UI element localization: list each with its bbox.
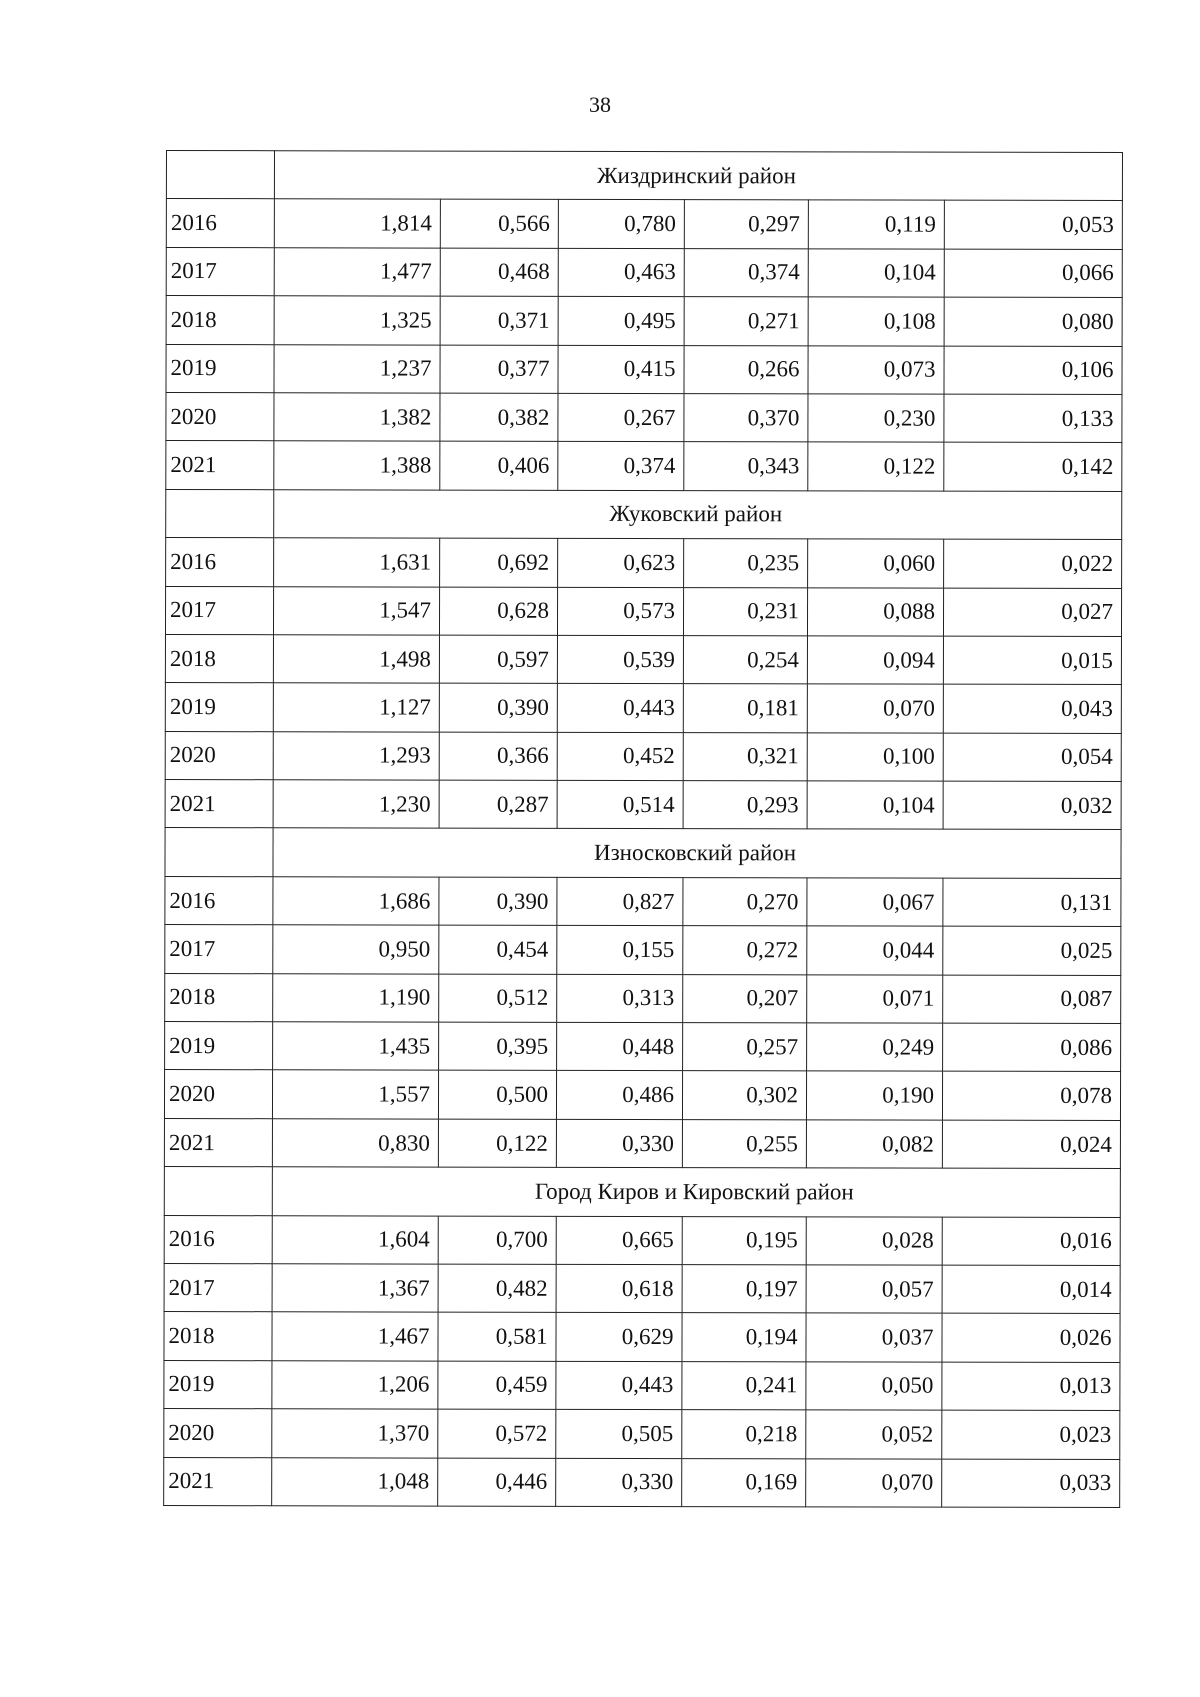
- value-cell: 0,463: [558, 248, 684, 297]
- value-cell: 0,037: [806, 1313, 942, 1362]
- value-cell: 1,237: [274, 344, 440, 393]
- value-cell: 0,027: [943, 588, 1121, 637]
- value-cell: 0,087: [943, 975, 1121, 1024]
- table-row: [165, 634, 1121, 684]
- value-cell: 0,025: [943, 926, 1121, 975]
- year-cell: 2019: [165, 683, 273, 732]
- value-cell: 0,330: [556, 1119, 682, 1168]
- section-title: Износковский район: [273, 828, 1121, 878]
- value-cell: 0,088: [807, 587, 943, 636]
- section-title: Жиздринский район: [274, 151, 1122, 201]
- value-cell: 1,127: [273, 683, 439, 732]
- value-cell: 0,104: [807, 781, 943, 830]
- year-cell: 2020: [165, 731, 273, 780]
- value-cell: 0,249: [807, 1023, 943, 1072]
- table-row: [165, 973, 1121, 1023]
- table-row: [164, 1409, 1120, 1459]
- value-cell: 0,692: [440, 538, 558, 587]
- value-cell: 0,343: [684, 442, 808, 491]
- value-cell: 0,231: [683, 587, 807, 636]
- year-cell: 2020: [166, 392, 274, 441]
- value-cell: 0,443: [556, 1361, 682, 1410]
- value-cell: 0,241: [682, 1361, 806, 1410]
- value-cell: 1,631: [274, 538, 440, 587]
- value-cell: 0,382: [440, 393, 558, 442]
- value-cell: 0,293: [683, 781, 807, 830]
- table-row: [164, 1070, 1120, 1120]
- value-cell: 0,133: [944, 394, 1122, 443]
- value-cell: 0,374: [558, 442, 684, 491]
- year-cell: 2018: [165, 973, 273, 1022]
- table-row: [165, 683, 1121, 733]
- value-cell: 0,628: [439, 587, 557, 636]
- value-cell: 0,122: [438, 1119, 556, 1168]
- value-cell: 1,325: [274, 296, 440, 345]
- value-cell: 0,033: [942, 1459, 1120, 1508]
- value-cell: 1,477: [274, 248, 440, 297]
- value-cell: 0,830: [272, 1119, 438, 1168]
- table-row: [166, 441, 1122, 491]
- year-cell: 2017: [166, 247, 274, 296]
- section-title: Жуковский район: [274, 489, 1122, 539]
- value-cell: 0,194: [682, 1313, 806, 1362]
- section-header-row: [166, 151, 1122, 201]
- value-cell: 0,500: [438, 1070, 556, 1119]
- value-cell: 0,086: [943, 1023, 1121, 1072]
- page-number: 38: [589, 92, 611, 117]
- value-cell: 0,050: [806, 1362, 942, 1411]
- value-cell: 0,482: [438, 1264, 556, 1313]
- year-cell: 2020: [164, 1070, 272, 1119]
- value-cell: 0,566: [440, 199, 558, 248]
- value-cell: 1,686: [273, 877, 439, 926]
- year-cell: 2019: [165, 1022, 273, 1071]
- data-table: [163, 150, 1123, 1508]
- year-cell: 2018: [166, 296, 274, 345]
- value-cell: 0,271: [684, 297, 808, 346]
- value-cell: 0,106: [944, 346, 1122, 395]
- value-cell: 0,015: [943, 636, 1121, 685]
- value-cell: 0,071: [807, 974, 943, 1023]
- value-cell: 0,108: [808, 297, 944, 346]
- value-cell: 0,070: [807, 684, 943, 733]
- value-cell: 0,014: [942, 1265, 1120, 1314]
- year-cell: 2019: [166, 344, 274, 393]
- value-cell: 0,207: [683, 974, 807, 1023]
- year-cell: 2016: [165, 876, 273, 925]
- value-cell: 0,377: [440, 345, 558, 394]
- value-cell: 0,024: [942, 1120, 1120, 1169]
- table-row: [166, 247, 1122, 297]
- section-header-row: [166, 489, 1122, 539]
- value-cell: 1,498: [273, 635, 439, 684]
- value-cell: 0,366: [439, 732, 557, 781]
- value-cell: 0,197: [682, 1265, 806, 1314]
- value-cell: 0,060: [808, 539, 944, 588]
- value-cell: 0,067: [807, 878, 943, 927]
- value-cell: 0,131: [943, 878, 1121, 927]
- value-cell: 0,780: [558, 200, 684, 249]
- value-cell: 0,190: [806, 1071, 942, 1120]
- value-cell: 0,573: [557, 587, 683, 636]
- value-cell: 1,467: [272, 1312, 438, 1361]
- table-row: [166, 199, 1122, 249]
- value-cell: 0,618: [556, 1264, 682, 1313]
- year-cell: 2021: [165, 780, 273, 829]
- value-cell: 0,073: [808, 345, 944, 394]
- year-cell: 2021: [164, 1457, 272, 1506]
- value-cell: 0,597: [439, 635, 557, 684]
- value-cell: 0,104: [808, 249, 944, 298]
- value-cell: 1,435: [273, 1022, 439, 1071]
- section-header-empty-cell: [165, 828, 273, 877]
- value-cell: 0,266: [684, 345, 808, 394]
- value-cell: 0,100: [807, 733, 943, 782]
- table-row: [164, 1118, 1120, 1168]
- year-cell: 2016: [164, 1215, 272, 1264]
- value-cell: 0,539: [557, 635, 683, 684]
- value-cell: 1,048: [272, 1457, 438, 1506]
- value-cell: 0,390: [439, 877, 557, 926]
- value-cell: 1,370: [272, 1409, 438, 1458]
- section-header-empty-cell: [164, 1167, 272, 1216]
- table-row: [164, 1312, 1120, 1362]
- value-cell: 0,026: [942, 1314, 1120, 1363]
- table-row: [165, 731, 1121, 781]
- value-cell: 0,443: [557, 684, 683, 733]
- year-cell: 2021: [166, 441, 274, 490]
- value-cell: 0,257: [683, 1023, 807, 1072]
- value-cell: 0,512: [439, 974, 557, 1023]
- table-row: [165, 876, 1121, 926]
- value-cell: 1,382: [274, 393, 440, 442]
- value-cell: 0,415: [558, 345, 684, 394]
- value-cell: 0,066: [944, 249, 1122, 298]
- value-cell: 0,230: [808, 394, 944, 443]
- value-cell: 0,255: [682, 1119, 806, 1168]
- value-cell: 0,374: [684, 248, 808, 297]
- year-cell: 2018: [165, 634, 273, 683]
- value-cell: 0,254: [683, 635, 807, 684]
- value-cell: 0,028: [806, 1216, 942, 1265]
- value-cell: 0,370: [684, 394, 808, 443]
- value-cell: 1,206: [272, 1360, 438, 1409]
- value-cell: 0,052: [806, 1410, 942, 1459]
- value-cell: 0,468: [440, 248, 558, 297]
- value-cell: 0,321: [683, 732, 807, 781]
- value-cell: 0,142: [944, 442, 1122, 491]
- year-cell: 2020: [164, 1409, 272, 1458]
- value-cell: 1,814: [274, 199, 440, 248]
- value-cell: 0,169: [682, 1458, 806, 1507]
- table-row: [164, 1215, 1120, 1265]
- value-cell: 1,388: [274, 441, 440, 490]
- value-cell: 0,057: [806, 1265, 942, 1314]
- value-cell: 0,313: [557, 974, 683, 1023]
- value-cell: 0,119: [808, 200, 944, 249]
- value-cell: 0,270: [683, 877, 807, 926]
- value-cell: 0,218: [682, 1410, 806, 1459]
- value-cell: 0,454: [439, 925, 557, 974]
- section-header-empty-cell: [166, 151, 274, 200]
- section-header-row: [164, 1167, 1120, 1217]
- table-row: [164, 1360, 1120, 1410]
- value-cell: 0,235: [684, 539, 808, 588]
- value-cell: 0,452: [557, 732, 683, 781]
- value-cell: 0,572: [438, 1409, 556, 1458]
- value-cell: 0,181: [683, 684, 807, 733]
- value-cell: 0,272: [683, 926, 807, 975]
- value-cell: 0,629: [556, 1313, 682, 1362]
- value-cell: 0,514: [557, 780, 683, 829]
- table-row: [165, 925, 1121, 975]
- table-row: [165, 586, 1121, 636]
- table-body: [164, 151, 1123, 1508]
- value-cell: 0,080: [944, 297, 1122, 346]
- year-cell: 2016: [166, 538, 274, 587]
- table-row: [165, 780, 1121, 830]
- value-cell: 0,446: [438, 1458, 556, 1507]
- value-cell: 1,557: [272, 1070, 438, 1119]
- value-cell: 0,297: [684, 200, 808, 249]
- value-cell: 0,013: [942, 1362, 1120, 1411]
- value-cell: 0,078: [942, 1072, 1120, 1121]
- value-cell: 0,043: [943, 684, 1121, 733]
- year-cell: 2016: [166, 199, 274, 248]
- value-cell: 0,406: [440, 441, 558, 490]
- table-row: [164, 1457, 1120, 1507]
- value-cell: 0,023: [942, 1410, 1120, 1459]
- value-cell: 0,827: [557, 877, 683, 926]
- table-row: [166, 538, 1122, 588]
- value-cell: 1,367: [272, 1264, 438, 1313]
- value-cell: 0,022: [944, 539, 1122, 588]
- value-cell: 1,293: [273, 731, 439, 780]
- value-cell: 0,267: [558, 393, 684, 442]
- year-cell: 2017: [164, 1263, 272, 1312]
- year-cell: 2019: [164, 1360, 272, 1409]
- value-cell: 0,448: [557, 1022, 683, 1071]
- value-cell: 0,082: [806, 1120, 942, 1169]
- value-cell: 1,547: [273, 586, 439, 635]
- value-cell: 0,054: [943, 733, 1121, 782]
- value-cell: 0,390: [439, 683, 557, 732]
- table-row: [166, 344, 1122, 394]
- section-header-empty-cell: [166, 489, 274, 538]
- value-cell: 0,044: [807, 926, 943, 975]
- table-row: [165, 1022, 1121, 1072]
- value-cell: 0,700: [438, 1216, 556, 1265]
- value-cell: 0,302: [682, 1071, 806, 1120]
- value-cell: 0,016: [942, 1217, 1120, 1266]
- value-cell: 0,122: [808, 442, 944, 491]
- value-cell: 0,053: [944, 201, 1122, 250]
- value-cell: 0,495: [558, 296, 684, 345]
- value-cell: 0,032: [943, 781, 1121, 830]
- value-cell: 0,330: [556, 1458, 682, 1507]
- value-cell: 0,195: [682, 1216, 806, 1265]
- year-cell: 2021: [164, 1118, 272, 1167]
- value-cell: 0,486: [556, 1071, 682, 1120]
- value-cell: 0,287: [439, 780, 557, 829]
- value-cell: 0,505: [556, 1409, 682, 1458]
- value-cell: 0,155: [557, 926, 683, 975]
- value-cell: 1,230: [273, 780, 439, 829]
- value-cell: 0,395: [439, 1022, 557, 1071]
- value-cell: 0,950: [273, 925, 439, 974]
- value-cell: 0,070: [806, 1458, 942, 1507]
- value-cell: 0,459: [438, 1361, 556, 1410]
- value-cell: 1,190: [273, 973, 439, 1022]
- value-cell: 0,623: [558, 538, 684, 587]
- value-cell: 0,371: [440, 296, 558, 345]
- table-row: [166, 296, 1122, 346]
- value-cell: 0,665: [556, 1216, 682, 1265]
- table-row: [164, 1263, 1120, 1313]
- year-cell: 2017: [165, 925, 273, 974]
- year-cell: 2017: [165, 586, 273, 635]
- table-row: [166, 392, 1122, 442]
- value-cell: 0,094: [807, 636, 943, 685]
- section-header-row: [165, 828, 1121, 878]
- value-cell: 1,604: [272, 1215, 438, 1264]
- year-cell: 2018: [164, 1312, 272, 1361]
- section-title: Город Киров и Кировский район: [272, 1167, 1120, 1217]
- value-cell: 0,581: [438, 1312, 556, 1361]
